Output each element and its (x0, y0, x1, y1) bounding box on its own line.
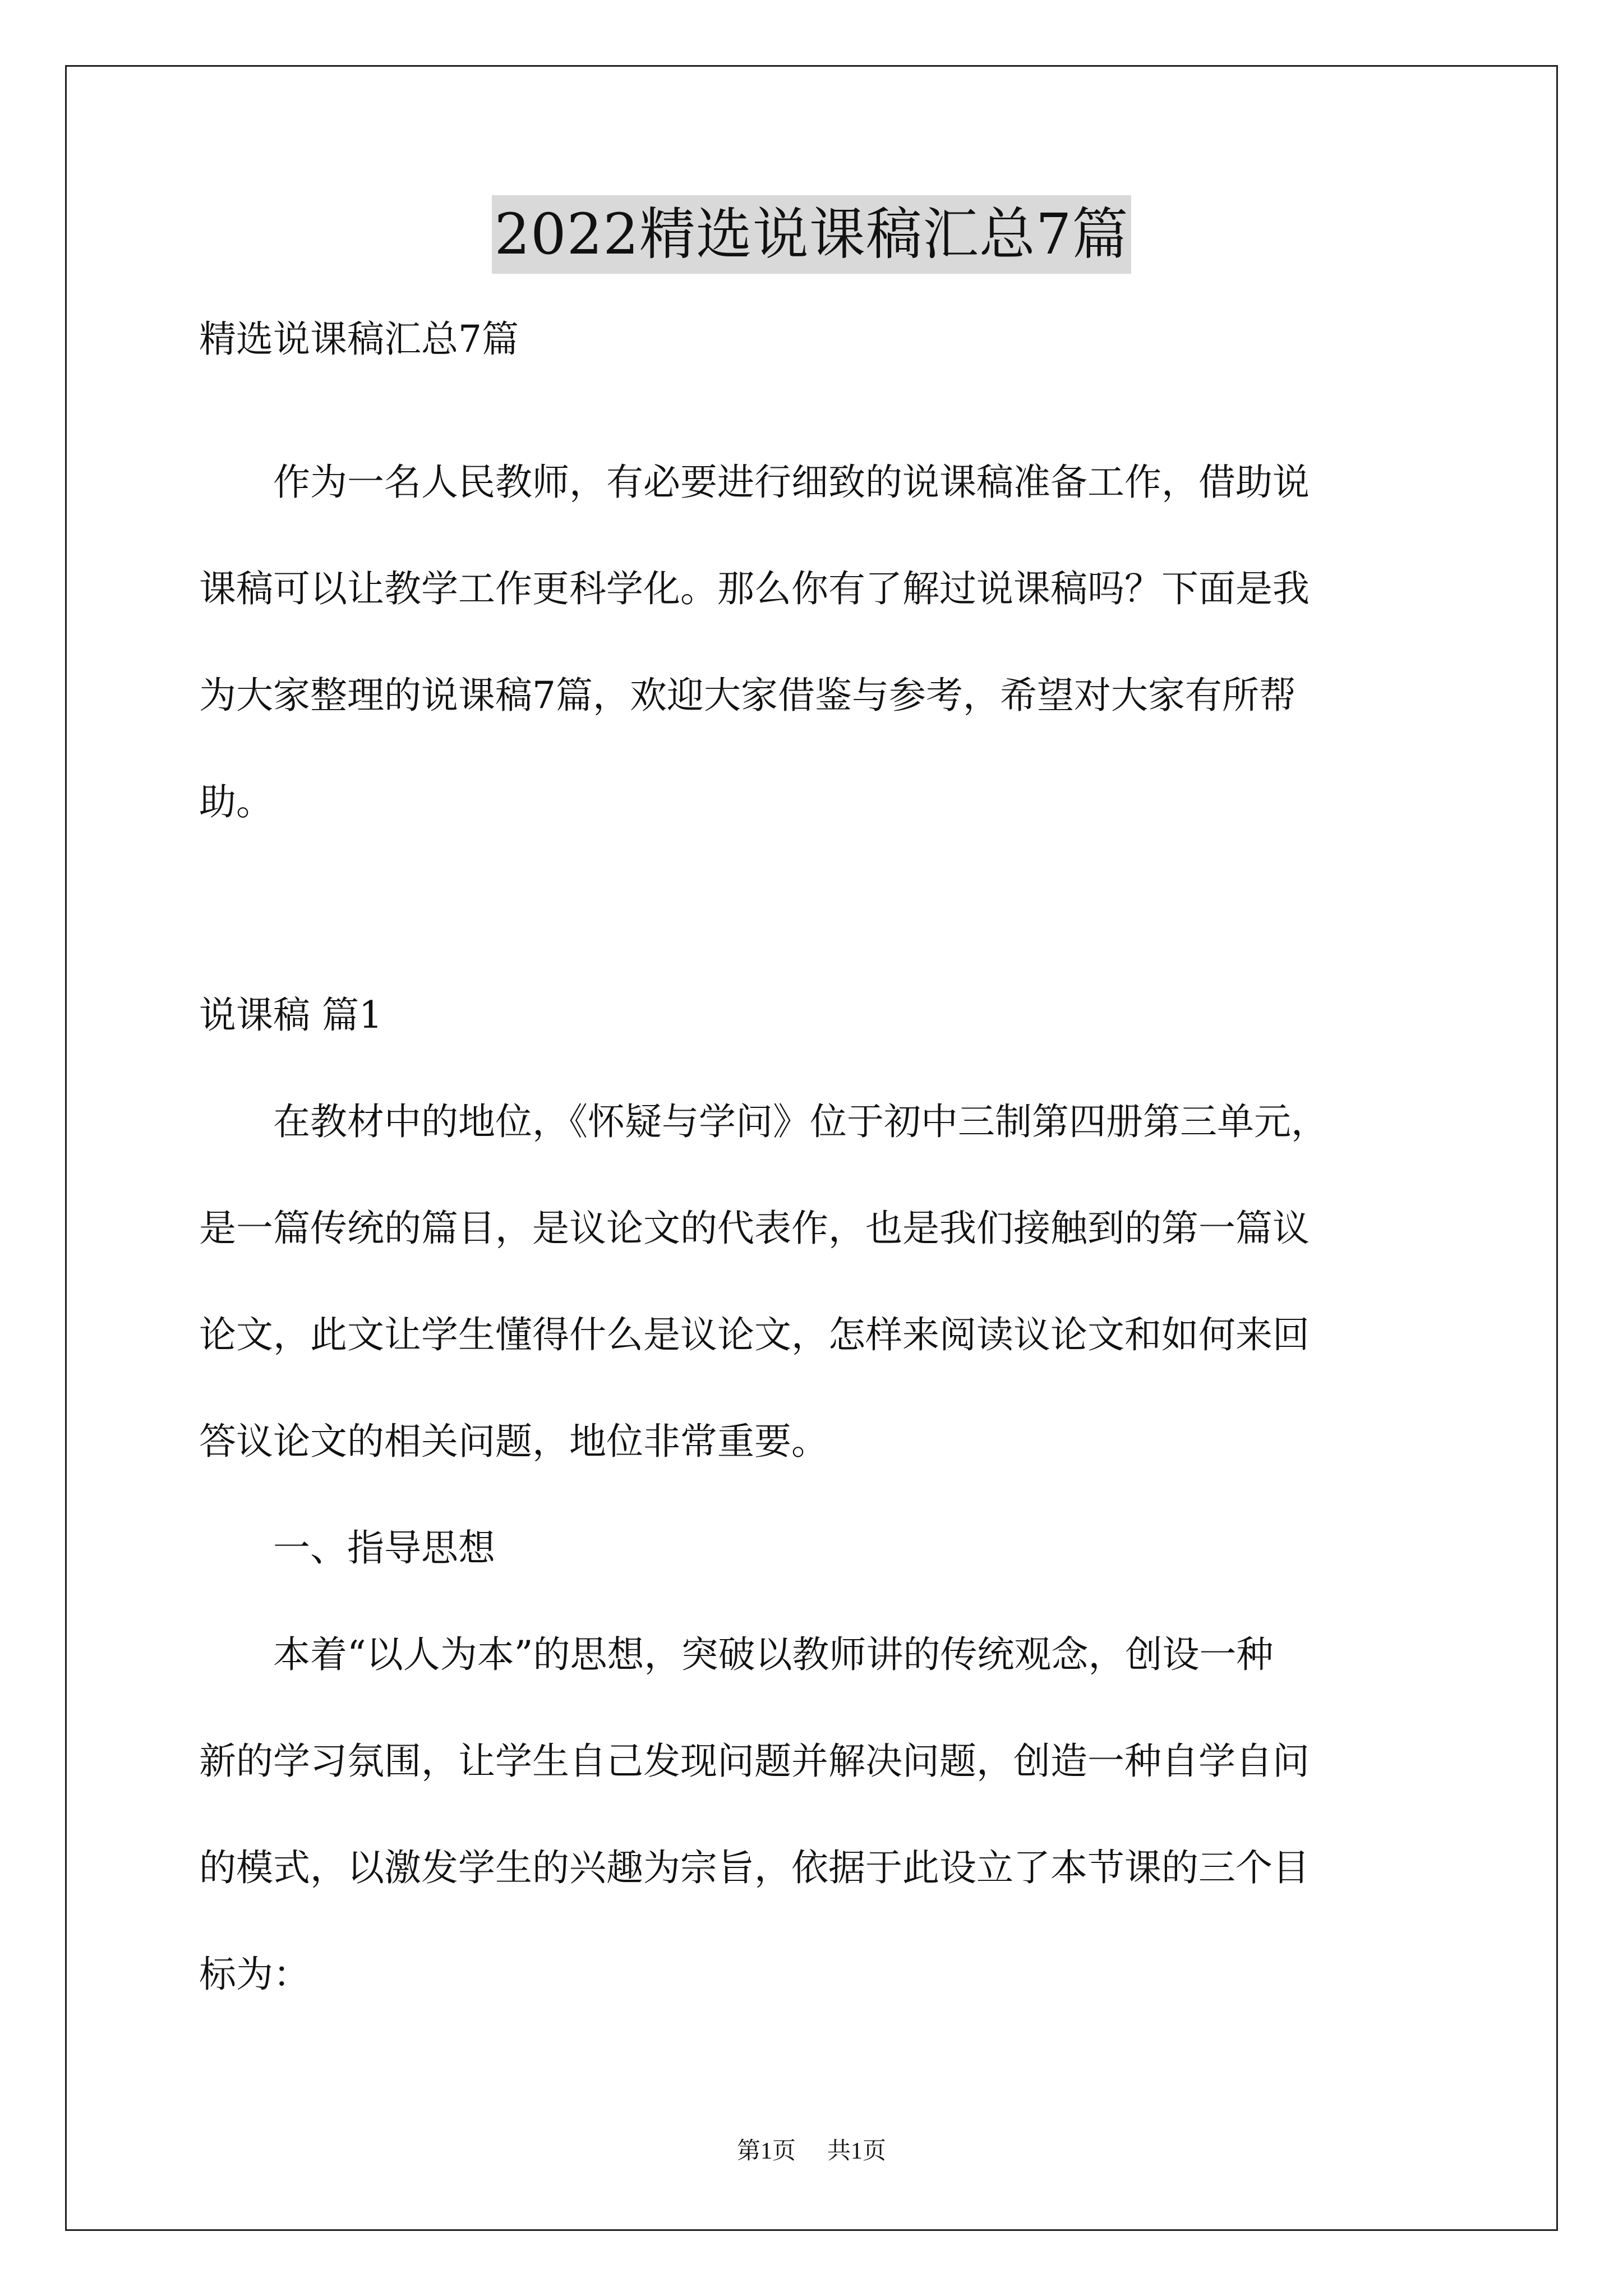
paragraph-line: 是一篇传统的篇目，是议论文的代表作，也是我们接触到的第一篇议 (199, 1207, 1310, 1250)
title-container (0, 195, 1623, 274)
page-number: 第1页 (736, 2138, 796, 2164)
paragraph-line: 的模式，以激发学生的兴趣为宗旨，依据于此设立了本节课的三个目 (199, 1846, 1310, 1889)
document-title: 2022精选说课稿汇总7篇 (492, 195, 1131, 274)
section-heading: 说课稿 篇1 (199, 993, 382, 1037)
paragraph-line: 作为一名人民教师，有必要进行细致的说课稿准备工作，借助说 (199, 461, 1310, 504)
paragraph-line: 新的学习氛围，让学生自己发现问题并解决问题，创造一种自学自问 (199, 1740, 1310, 1783)
paragraph-line: 助。 (199, 780, 273, 823)
document-subtitle: 精选说课稿汇总7篇 (199, 318, 519, 361)
paragraph-line: 论文，此文让学生懂得什么是议论文，怎样来阅读议论文和如何来回 (199, 1313, 1310, 1356)
paragraph-line: 在教材中的地位，《怀疑与学问》位于初中三制第四册第三单元， (199, 1100, 1328, 1143)
paragraph-line: 为大家整理的说课稿7篇，欢迎大家借鉴与参考，希望对大家有所帮 (199, 674, 1296, 717)
paragraph-line: 答议论文的相关问题，地位非常重要。 (199, 1420, 828, 1463)
paragraph-line: 标为： (199, 1953, 310, 1996)
paragraph-line: 本着“以人为本”的思想，突破以教师讲的传统观念，创设一种 (199, 1633, 1274, 1676)
page-total: 共1页 (827, 2138, 887, 2164)
subsection-heading: 一、指导思想 (199, 1526, 495, 1570)
paragraph-line: 课稿可以让教学工作更科学化。那么你有了解过说课稿吗？下面是我 (199, 567, 1310, 610)
page-footer (0, 2134, 1623, 2168)
